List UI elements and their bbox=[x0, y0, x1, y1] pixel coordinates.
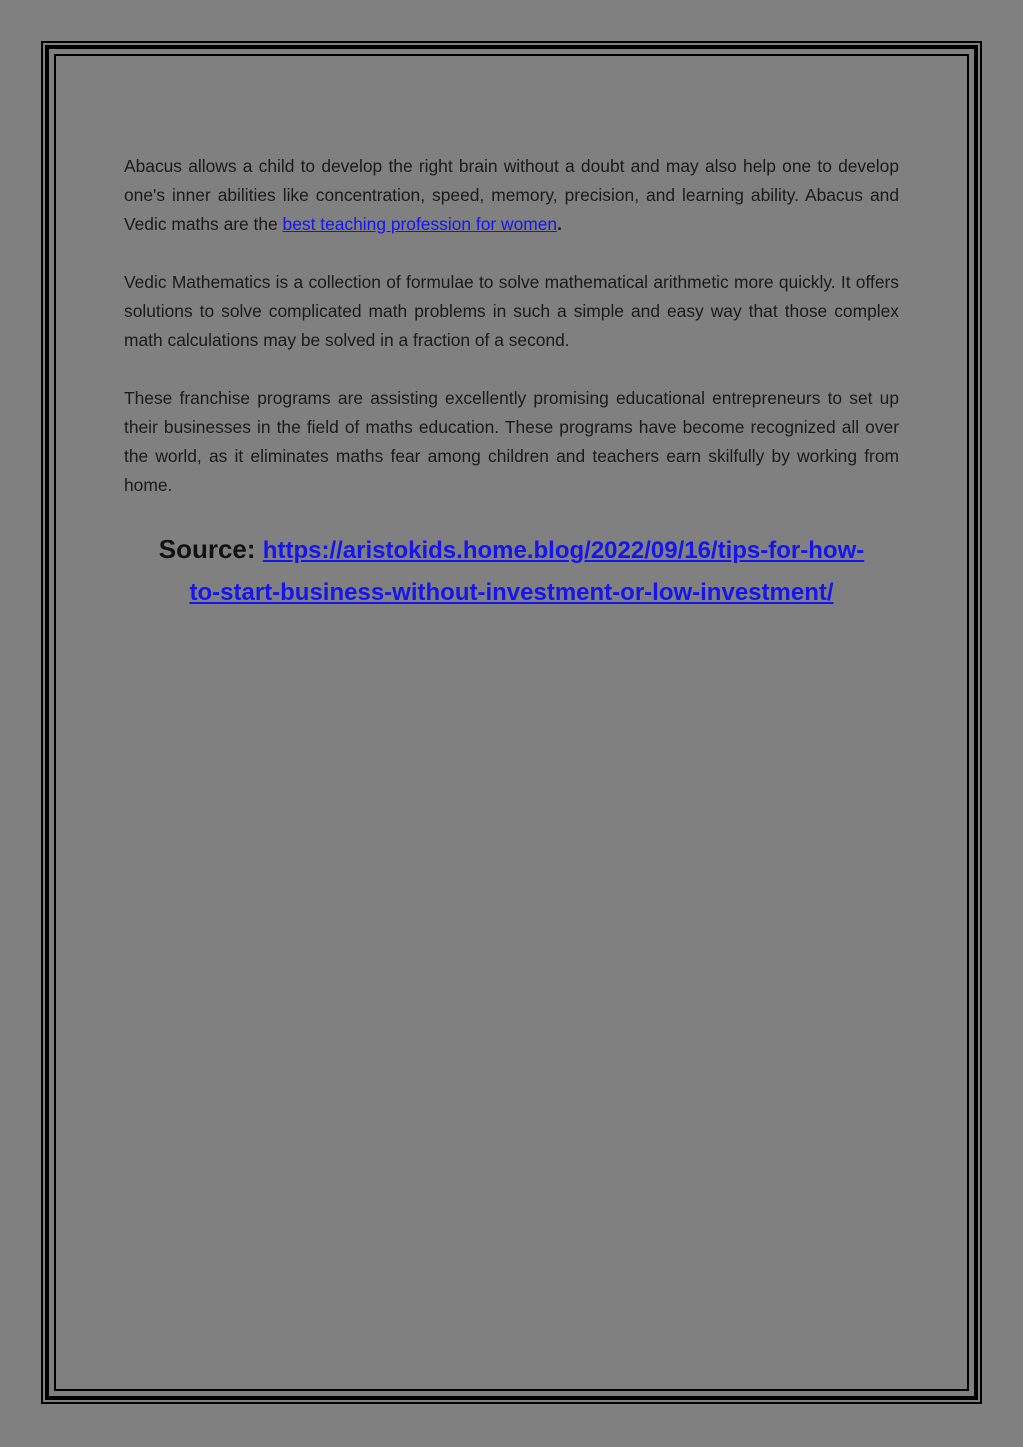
source-url-line-2: to-start-business-without-investment-or-low-investment/ bbox=[189, 579, 834, 606]
source-url-line-1: https://aristokids.home.blog/2022/09/16/tips-for-how- bbox=[262, 537, 865, 564]
best-teaching-profession-link[interactable]: best teaching profession for women bbox=[282, 214, 558, 234]
source-label: Source: bbox=[158, 534, 256, 564]
source-link[interactable] bbox=[189, 537, 864, 606]
document-body bbox=[124, 152, 899, 613]
paragraph-franchise: These franchise programs are assisting excellently promising educational entrepreneurs to set up their businesses in the field of maths education. These programs have become recognized all over the world, as it eliminates maths fear among children and teachers earn skilfully by working from home. bbox=[124, 388, 899, 495]
paragraph-abacus-text: Abacus allows a child to develop the right brain without a doubt and may also help one to develop one's inner abilities like concentration, speed, memory, precision, and learning ability. Abacus and Vedic maths are the bbox=[124, 156, 899, 234]
paragraph-abacus bbox=[124, 152, 899, 239]
paragraph-abacus-period: . bbox=[557, 214, 562, 234]
paragraph-vedic: Vedic Mathematics is a collection of formulae to solve mathematical arithmetic more quickly. It offers solutions to solve complicated math problems in such a simple and easy way that those complex math calculations may be solved in a fraction of a second. bbox=[124, 272, 899, 350]
source-citation bbox=[124, 529, 899, 613]
